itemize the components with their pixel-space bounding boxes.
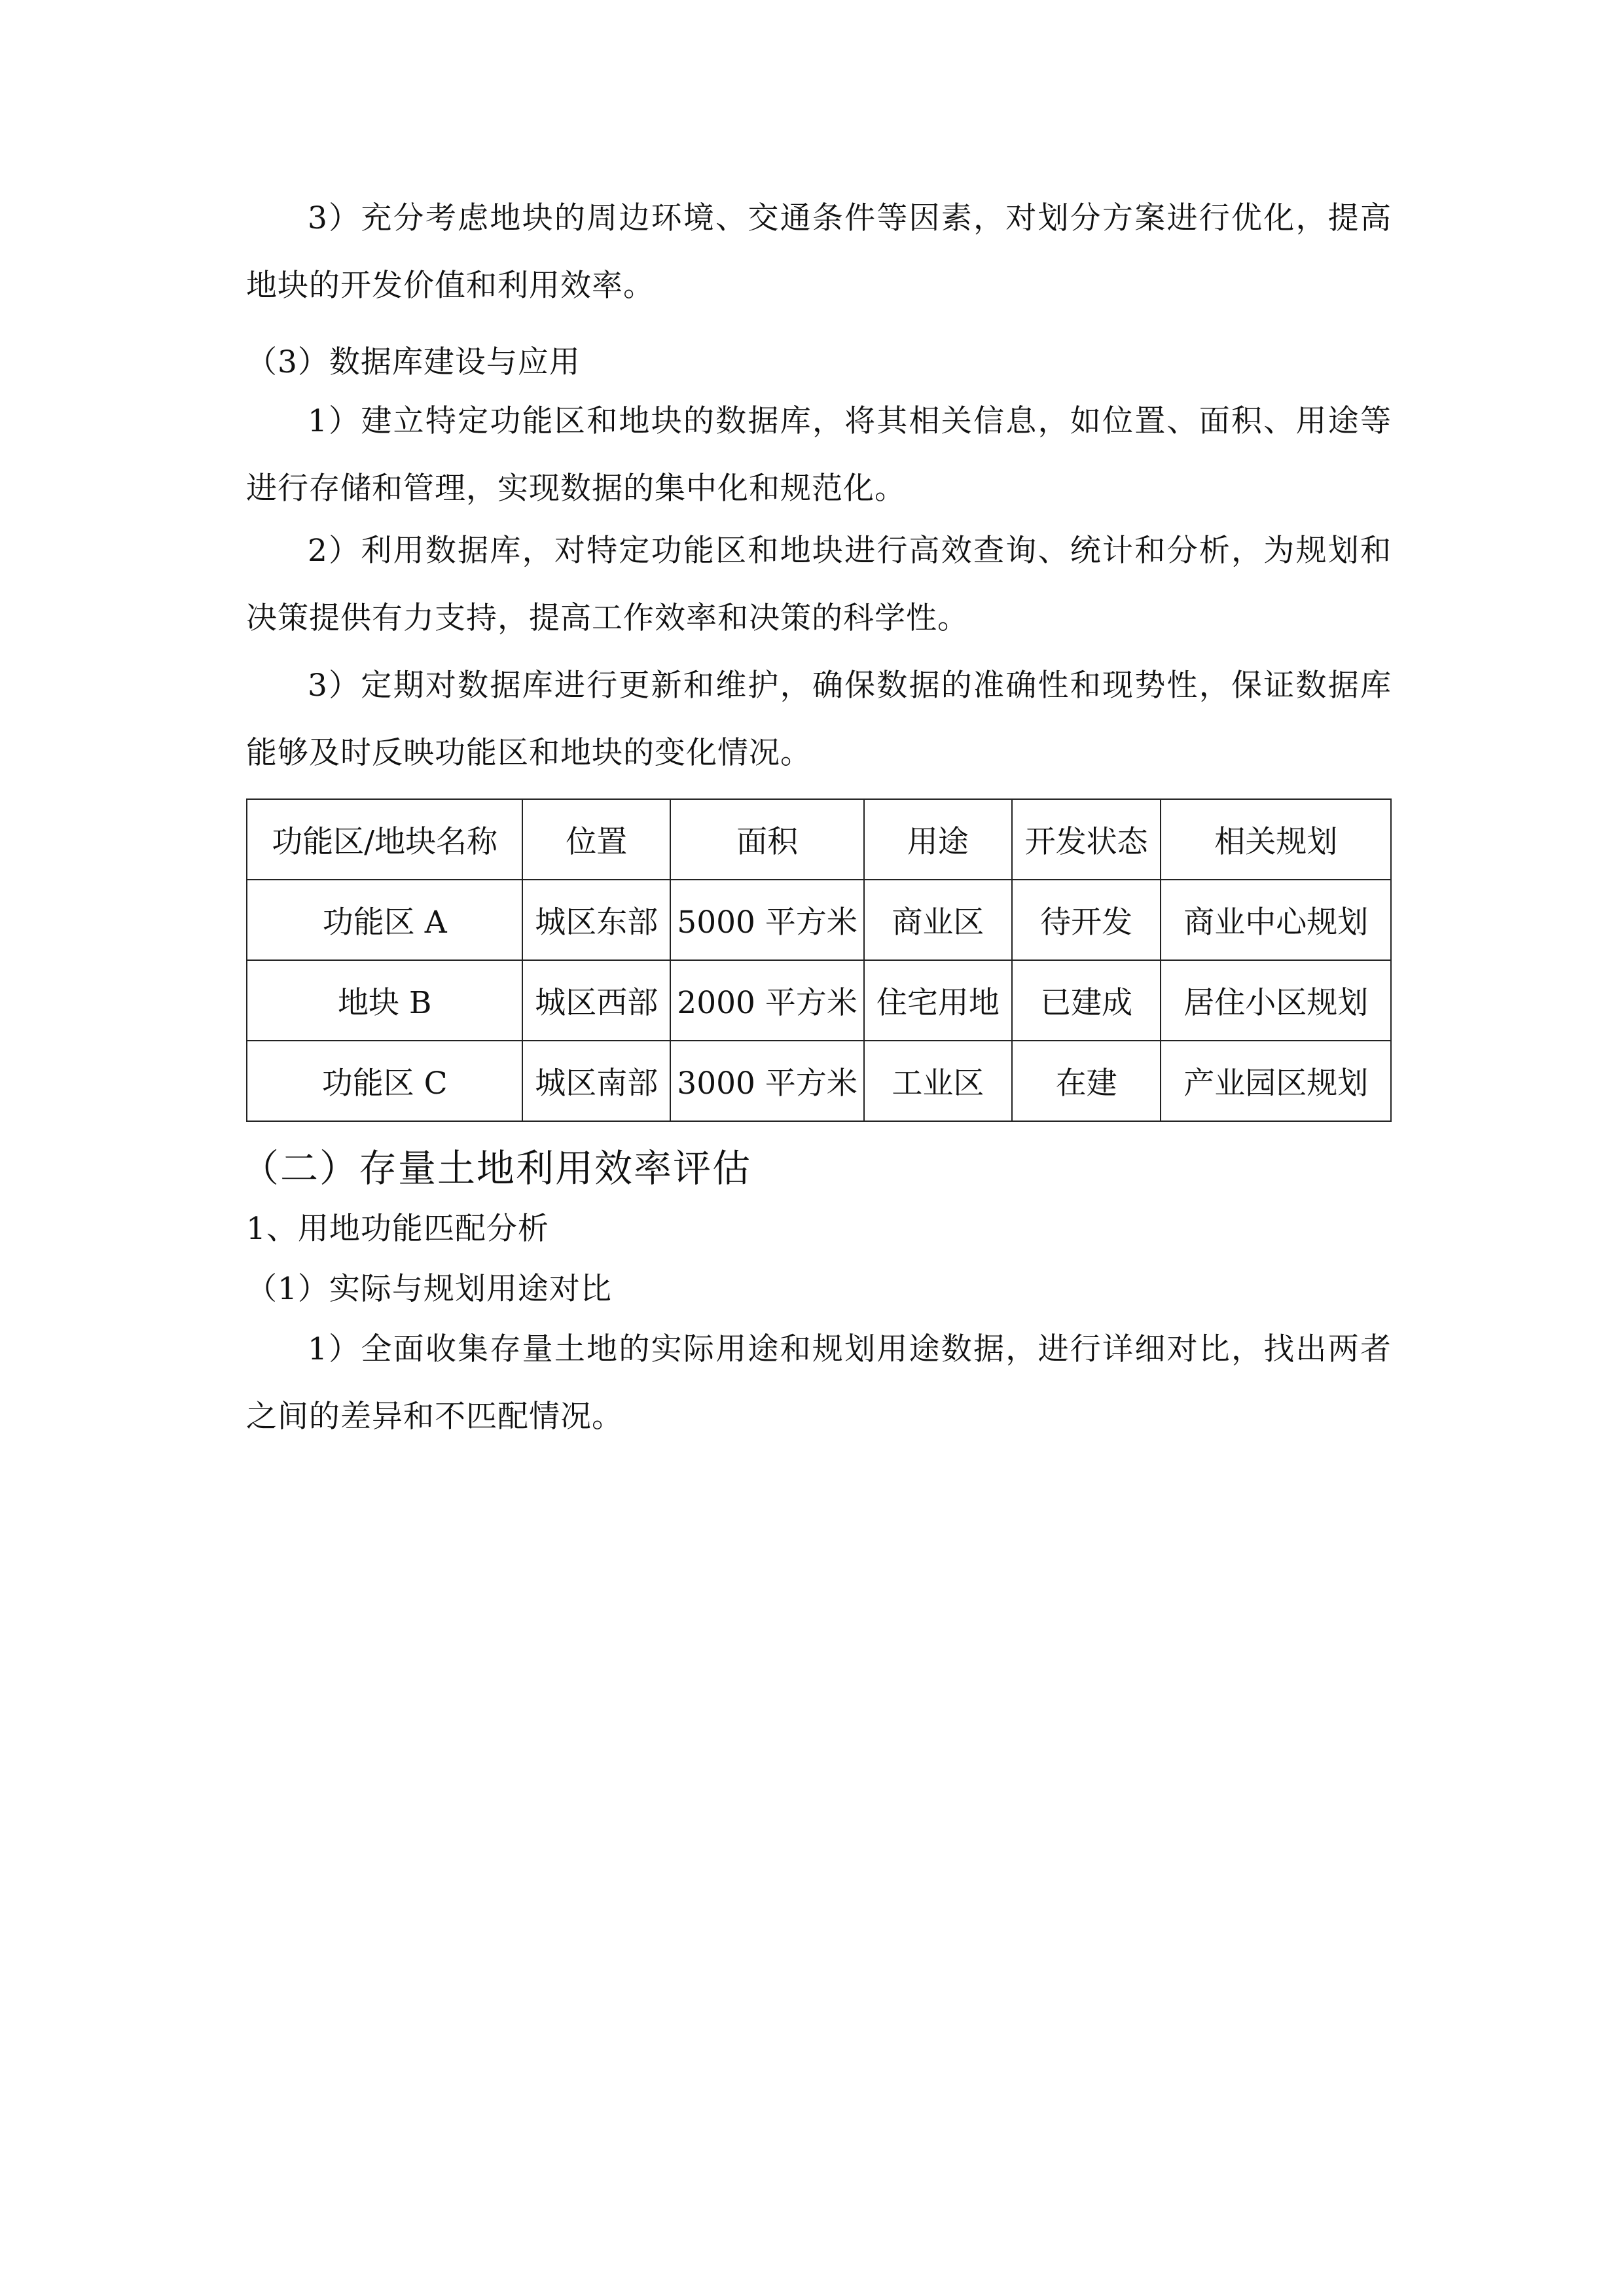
table-cell: 已建成 [1012, 960, 1161, 1041]
table-cell: 产业园区规划 [1161, 1041, 1391, 1121]
table-header-cell: 功能区/地块名称 [247, 799, 522, 880]
table-cell: 功能区 A [247, 880, 522, 960]
table-row [247, 960, 1391, 1041]
paragraph-optimize-division: 3）充分考虑地块的周边环境、交通条件等因素，对划分方案进行优化，提高地块的开发价值和利用效率。 [246, 200, 1392, 304]
paragraph-collect-data: 1）全面收集存量土地的实际用途和规划用途数据，进行详细对比，找出两者之间的差异和不匹配情况。 [246, 1331, 1392, 1435]
table-header-cell: 用途 [864, 799, 1012, 880]
table-cell: 工业区 [864, 1041, 1012, 1121]
table-row [247, 880, 1391, 960]
table-header-cell: 位置 [522, 799, 670, 880]
table-header-cell: 面积 [670, 799, 864, 880]
table-cell: 3000 平方米 [670, 1041, 864, 1121]
table-cell: 2000 平方米 [670, 960, 864, 1041]
subheading-database: （3）数据库建设与应用 [246, 344, 581, 380]
table-cell: 功能区 C [247, 1041, 522, 1121]
table-cell: 5000 平方米 [670, 880, 864, 960]
table-cell: 居住小区规划 [1161, 960, 1391, 1041]
table-cell: 住宅用地 [864, 960, 1012, 1041]
table-row [247, 1041, 1391, 1121]
section-title: （二）存量土地利用效率评估 [241, 1146, 752, 1191]
table-cell: 城区西部 [522, 960, 670, 1041]
table-cell: 待开发 [1012, 880, 1161, 960]
subheading-actual-vs-planned: （1）实际与规划用途对比 [246, 1271, 612, 1307]
table-cell: 商业中心规划 [1161, 880, 1391, 960]
function-area-table [246, 798, 1392, 1122]
table-header-row [247, 799, 1391, 880]
subheading-function-matching: 1、用地功能匹配分析 [246, 1211, 549, 1247]
table-header-cell: 相关规划 [1161, 799, 1391, 880]
paragraph-maintain-database: 3）定期对数据库进行更新和维护，确保数据的准确性和现势性，保证数据库能够及时反映功能区和地块的变化情况。 [246, 668, 1392, 771]
table-cell: 商业区 [864, 880, 1012, 960]
table-cell: 城区南部 [522, 1041, 670, 1121]
table-cell: 在建 [1012, 1041, 1161, 1121]
table-header-cell: 开发状态 [1012, 799, 1161, 880]
table-cell: 地块 B [247, 960, 522, 1041]
table-cell: 城区东部 [522, 880, 670, 960]
paragraph-build-database: 1）建立特定功能区和地块的数据库，将其相关信息，如位置、面积、用途等进行存储和管理，实现数据的集中化和规范化。 [246, 403, 1392, 507]
paragraph-use-database: 2）利用数据库，对特定功能区和地块进行高效查询、统计和分析，为规划和决策提供有力支持，提高工作效率和决策的科学性。 [246, 533, 1392, 636]
